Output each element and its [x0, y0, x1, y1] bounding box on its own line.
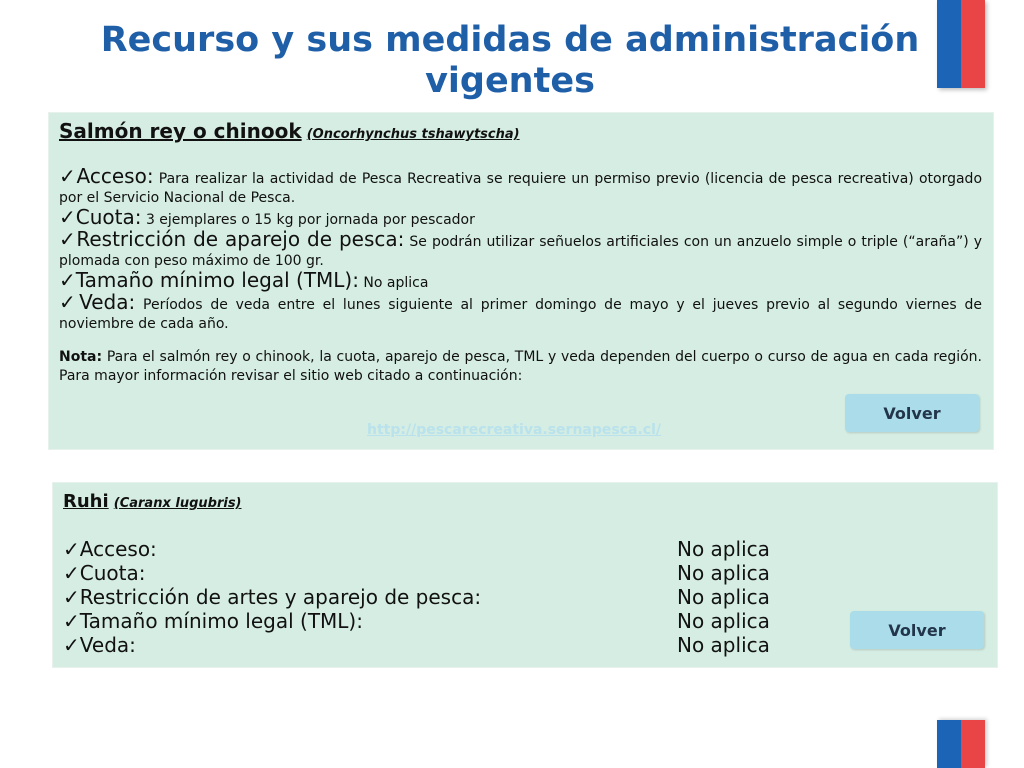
flag-blue-stripe — [937, 720, 961, 768]
measure-tml — [59, 268, 982, 293]
note-label: Nota: — [59, 349, 103, 365]
flag-red-stripe — [961, 0, 985, 88]
measure-row — [63, 561, 145, 585]
check-icon: ✓ — [59, 164, 77, 188]
species-card-ruhi — [52, 482, 998, 668]
note-text: Para el salmón rey o chinook, la cuota, aparejo de pesca, TML y veda dependen del cuerpo o curso de agua en cada región. Para mayor información revisar el sitio web citado a continuación: — [59, 349, 982, 384]
check-icon: ✓ — [63, 537, 80, 561]
measures-list — [59, 164, 983, 386]
measure-label: Tamaño mínimo legal (TML): — [75, 268, 359, 292]
measure-row — [63, 537, 157, 561]
volver-button[interactable]: Volver — [845, 394, 979, 432]
measure-label: Restricción de artes y aparejo de pesca: — [79, 585, 482, 609]
measure-label: Veda: — [79, 633, 136, 657]
species-heading — [59, 119, 520, 143]
measure-label: Acceso: — [76, 164, 154, 188]
check-icon: ✓ — [59, 205, 76, 229]
check-icon: ✓ — [63, 585, 80, 609]
volver-button[interactable]: Volver — [850, 611, 984, 649]
page-title — [60, 20, 960, 102]
flag-logo-top — [937, 0, 985, 88]
measure-veda — [59, 290, 982, 334]
measure-label: Tamaño mínimo legal (TML): — [79, 609, 363, 633]
measure-row — [63, 633, 136, 657]
species-name: Ruhi — [63, 491, 109, 512]
check-icon: ✓ — [59, 290, 80, 314]
species-scientific-name: (Oncorhynchus tshawytscha) — [306, 127, 520, 142]
measure-value: No aplica — [677, 633, 770, 657]
species-heading — [63, 491, 242, 512]
measure-value: No aplica — [677, 585, 770, 609]
flag-logo-bottom — [937, 720, 985, 768]
note — [59, 348, 982, 386]
measure-value: No aplica — [677, 561, 770, 585]
sernapesca-link[interactable]: http://pescarecreativa.sernapesca.cl/ — [367, 422, 661, 438]
measure-acceso — [59, 164, 983, 208]
measure-text: Períodos de veda entre el lunes siguiente al primer domingo de mayo y el jueves previo al segundo viernes de noviembre de cada año. — [59, 297, 982, 332]
measure-label: Acceso: — [79, 537, 157, 561]
check-icon: ✓ — [59, 268, 76, 292]
measure-text: Para realizar la actividad de Pesca Recreativa se requiere un permiso previo (licencia de pesca recreativa) otorgado por el Servicio Nacional de Pesca. — [59, 171, 983, 206]
check-icon: ✓ — [63, 633, 80, 657]
measure-label: Cuota: — [79, 561, 146, 585]
species-card-salmon — [48, 112, 994, 450]
measure-value: No aplica — [677, 609, 770, 633]
species-scientific-name: (Caranx lugubris) — [113, 496, 242, 511]
flag-blue-stripe — [937, 0, 961, 88]
measure-text: Se podrán utilizar señuelos artificiales con un anzuelo simple o triple (“araña”) y plomada con peso máximo de 100 gr. — [59, 234, 983, 269]
check-icon: ✓ — [59, 227, 77, 251]
measure-row — [63, 585, 481, 609]
title-line-2: vigentes — [425, 61, 595, 101]
measure-aparejo — [59, 227, 983, 271]
measure-text: No aplica — [363, 275, 429, 291]
measure-text: 3 ejemplares o 15 kg por jornada por pescador — [145, 212, 475, 228]
measure-label: Veda: — [79, 290, 136, 314]
measure-value: No aplica — [677, 537, 770, 561]
measure-row — [63, 609, 363, 633]
flag-red-stripe — [961, 720, 985, 768]
check-icon: ✓ — [63, 609, 80, 633]
measure-label: Cuota: — [75, 205, 142, 229]
measure-label: Restricción de aparejo de pesca: — [76, 227, 405, 251]
title-line-1: Recurso y sus medidas de administración — [100, 20, 920, 60]
species-name: Salmón rey o chinook — [59, 119, 302, 143]
check-icon: ✓ — [63, 561, 80, 585]
